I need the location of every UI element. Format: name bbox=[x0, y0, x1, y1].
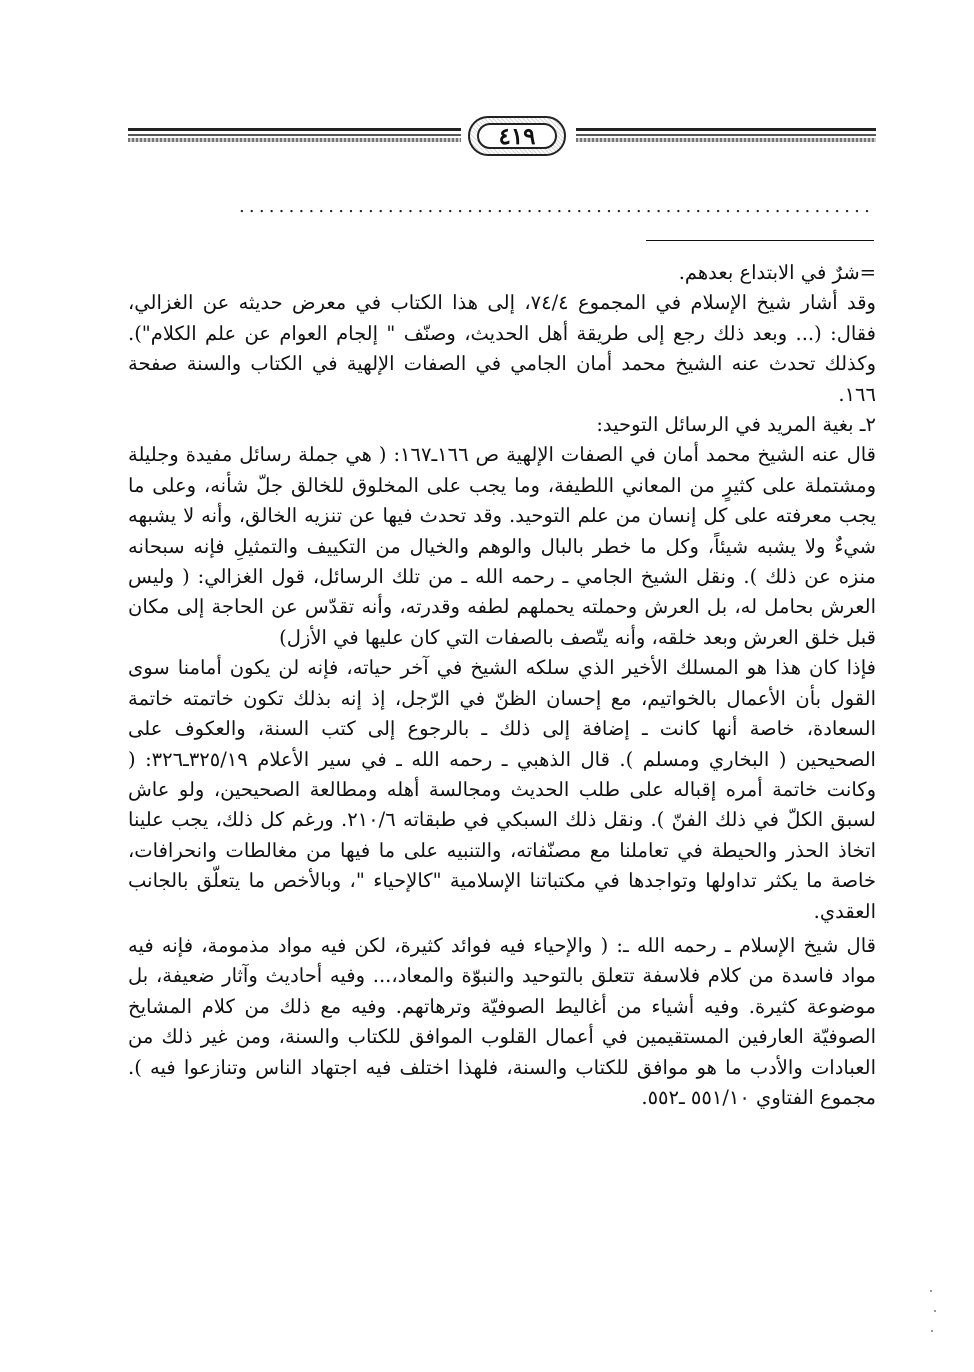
header-rule-right bbox=[576, 128, 876, 146]
scan-speck bbox=[930, 1290, 932, 1292]
dotted-separator: ................................................................ bbox=[239, 196, 874, 217]
scan-speck bbox=[931, 1330, 933, 1332]
page-header bbox=[128, 112, 876, 162]
paragraph-1: =شرٌ في الابتداع بعدهم. bbox=[678, 261, 876, 284]
scan-speck bbox=[934, 1310, 936, 1312]
paragraph-3-heading: ٢ـ بغية المريد في الرسائل التوحيد: bbox=[596, 413, 876, 437]
page-number: ٤١٩ bbox=[477, 123, 557, 149]
paragraph-4: قال عنه الشيخ محمد أمان في الصفات الإلهية ص ١٦٦ـ١٦٧: ( هي جملة رسائل مفيدة وجليلة ومشتملة على كثيرٍ من المعاني اللطيفة، وما يجب على المخلوق للخالق جلّ شأنه، وعلى ما يجب معرفته على كل إنسان من علم التوحيد. وقد تحدث فيها عن تنزيه الخالق، وأنه لا يشبهه شيءٌ ولا يشبه شيئاً، وكل ما خطر بالبال والوهم والخيال من التكييف والتمثيلِ فإنه سبحانه منزه عن ذلك ). ونقل الشيخ الجامي ـ رحمه الله ـ من تلك الرسائل، قول الغزالي: ( وليس العرش بحامل له، بل العرش وحملته يحملهم لطفه وقدرته، وأنه تقدّس عن الحاجة إلى مكان قبل خلق العرش وبعد خلقه، وأنه يتّصف بالصفات التي كان عليها في الأزل) bbox=[128, 443, 876, 649]
footnote-rule bbox=[646, 240, 874, 241]
paragraph-2: وقد أشار شيخ الإسلام في المجموع ٧٤/٤، إلى هذا الكتاب في معرض حديثه عن الغزالي، فقال: (... وبعد ذلك رجع إلى طريقة أهل الحديث، وصنّف " إلجام العوام عن علم الكلام"). وكذلك تحدث عنه الشيخ محمد أمان الجامي في الصفات الإلهية في الكتاب والسنة صفحة ١٦٦. bbox=[128, 291, 876, 406]
paragraph-6: قال شيخ الإسلام ـ رحمه الله ـ: ( والإحياء فيه فوائد كثيرة، لكن فيه مواد مذمومة، فإنه فيه مواد فاسدة من كلام فلاسفة تتعلق بالتوحيد والنبوّة والمعاد،... وفيه أحاديث وآثار ضعيفة، بل موضوعة كثيرة. وفيه أشياء من أغاليط الصوفيّة وترهاتهم. وفيه مع ذلك من كلام المشايخ الصوفيّة العارفين المستقيمين في أعمال القلوب الموافق للكتاب والسنة، ومن غير ذلك من العبادات والأدب ما هو موافق للكتاب والسنة، فلهذا اختلف فيه اجتهاد الناس وتنازعوا فيه ). مجموع الفتاوي ٥٥١/١٠ ـ٥٥٢. bbox=[128, 933, 876, 1109]
header-rule-left bbox=[128, 128, 461, 146]
page-body bbox=[128, 258, 876, 1113]
page-number-frame bbox=[468, 116, 566, 156]
paragraph-5: فإذا كان هذا هو المسلك الأخير الذي سلكه الشيخ في آخر حياته، فإنه لن يكون أمامنا سوى القول بأن الأعمال بالخواتيم، مع إحسان الظنّ في الرّجل، إذ إنه بذلك تكون خاتمته خاتمة السعادة، خاصة أنها كانت ـ إضافة إلى ذلك ـ بالرجوع إلى كتب السنة، والعكوف على الصحيحين ( البخاري ومسلم ). قال الذهبي ـ رحمه الله ـ في سير الأعلام ٣٢٥/١٩ـ٣٢٦: ( وكانت خاتمة أمره إقباله على طلب الحديث ومجالسة أهله ومطالعة الصحيحين، ولو عاش لسبق الكلّ في ذلك الفنّ ). ونقل ذلك السبكي في طبقاته ٢١٠/٦. ورغم كل ذلك، يجب علينا اتخاذ الحذر والحيطة في تعاملنا مع مصنّفاته، والتنبيه على ما فيها من مغالطات وانحرافات، خاصة ما يكثر تداولها وتواجدها في مكتباتنا الإسلامية "كالإحياء "، وبالأخص ما يتعلّق بالجانب العقدي. bbox=[128, 656, 876, 923]
